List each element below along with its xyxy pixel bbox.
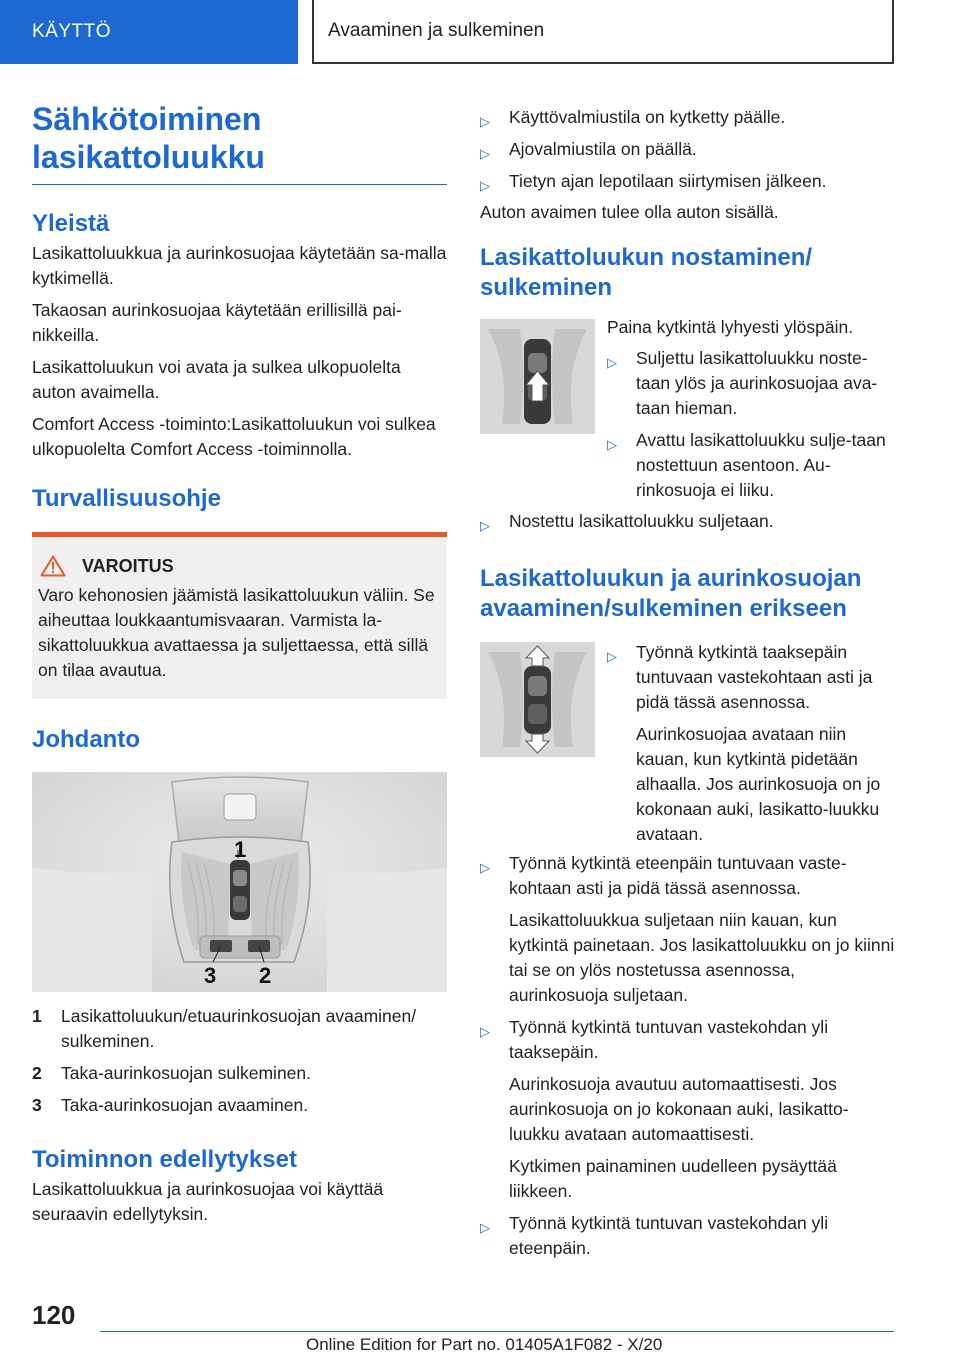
callout-2: 2 bbox=[259, 963, 272, 988]
section-tab bbox=[0, 0, 298, 64]
separate-note: Aurinkosuoja avautuu automaattisesti. Jos aurinkosuoja on jo kokonaan auki, lasikatto-luukku avataan automaattisesti. bbox=[509, 1074, 849, 1144]
callout-3: 3 bbox=[204, 963, 217, 988]
separate-list bbox=[480, 1211, 895, 1261]
general-paragraph: Takaosan aurinkosuojaa käytetään erillisillä pai-nikkeilla. bbox=[32, 300, 402, 345]
warning-header bbox=[38, 555, 441, 577]
general-paragraph: Comfort Access -toiminto:Lasikattoluukun voi sulkea ulkopuolelta Comfort Access -toiminnolla. bbox=[32, 414, 436, 459]
section-label: KÄYTTÖ bbox=[32, 21, 112, 42]
safety-heading: Turvallisuusohje bbox=[32, 485, 221, 512]
separate-item: ▷ Työnnä kytkintä tuntuvan vastekohdan yli eteenpäin. bbox=[480, 1213, 829, 1258]
overhead-console-illustration bbox=[32, 772, 447, 992]
left-column bbox=[32, 100, 447, 1227]
callout-legend bbox=[32, 1004, 447, 1118]
raise-sub-list bbox=[607, 346, 897, 503]
bullet-triangle-icon: ▷ bbox=[480, 860, 490, 875]
bullet-triangle-icon: ▷ bbox=[607, 437, 617, 452]
warning-text: Varo kehonosien jäämistä lasikattoluukun väliin. Se aiheuttaa loukkaantumisvaaran. Varmista la-sikattoluukkua avattaessa ja suljettaessa, että sillä on tilaa avautua. bbox=[38, 585, 435, 680]
raise-instruction: Paina kytkintä lyhyesti ylöspäin. bbox=[607, 317, 854, 337]
warning-label: VAROITUS bbox=[82, 555, 174, 576]
warning-triangle-icon bbox=[40, 555, 66, 577]
separate-list bbox=[480, 1015, 895, 1065]
bullet-triangle-icon: ▷ bbox=[607, 355, 617, 370]
chapter-title: Avaaminen ja sulkeminen bbox=[328, 20, 545, 41]
raise-sub-item: ▷ Avattu lasikattoluukku sulje-taan nostettuun asentoon. Au-rinkosuoja ei liiku. bbox=[607, 430, 886, 500]
switch-updown-illustration bbox=[480, 642, 595, 757]
separate-first-instructions bbox=[607, 640, 897, 847]
requirements-heading: Toiminnon edellytykset bbox=[32, 1146, 297, 1173]
separate-first-block bbox=[480, 640, 895, 844]
separate-list bbox=[480, 851, 895, 901]
page-number: 120 bbox=[32, 1300, 76, 1330]
separate-first-list bbox=[607, 640, 897, 715]
legend-item: 3 Taka-aurinkosuojan avaaminen. bbox=[32, 1095, 309, 1115]
page-title: Sähkötoiminen lasikattoluukku bbox=[32, 100, 447, 185]
legend-item: 1 Lasikattoluukun/etuaurinkosuojan avaaminen/ sulkeminen. bbox=[32, 1006, 417, 1051]
condition-item: ▷ Ajovalmiustila on päällä. bbox=[480, 137, 895, 162]
intro-heading: Johdanto bbox=[32, 726, 140, 753]
general-paragraph: Lasikattoluukun voi avata ja sulkea ulkopuolelta auton avaimella. bbox=[32, 357, 401, 402]
callout-1: 1 bbox=[234, 837, 247, 862]
bullet-triangle-icon: ▷ bbox=[607, 649, 617, 664]
separate-heading: Lasikattoluukun ja aurinkosuojan avaaminen/sulkeminen erikseen bbox=[480, 565, 862, 622]
conditions-list bbox=[480, 105, 895, 194]
separate-note: Aurinkosuojaa avataan niin kauan, kun kytkintä pidetään alhaalla. Jos aurinkosuoja on jo kokonaan auki, lasikatto-luukku avataan. bbox=[636, 724, 881, 844]
footer-divider bbox=[100, 1331, 894, 1332]
condition-item: ▷ Tietyn ajan lepotilaan siirtymisen jälkeen. bbox=[480, 169, 895, 194]
separate-item: ▷ Työnnä kytkintä tuntuvan vastekohdan yli taaksepäin. bbox=[480, 1017, 829, 1062]
raise-block bbox=[480, 315, 895, 505]
separate-note: Lasikattoluukkua suljetaan niin kauan, kun kytkintä painetaan. Jos lasikattoluukku on jo kiinni tai se on ylös nostetussa asennossa, aurinkosuoja suljetaan. bbox=[509, 910, 895, 1005]
general-paragraph: Lasikattoluukkua ja aurinkosuojaa käytetään sa-malla kytkimellä. bbox=[32, 243, 447, 288]
raise-sub-item: ▷ Suljettu lasikattoluukku noste-taan ylös ja aurinkosuojaa ava-taan hieman. bbox=[607, 348, 878, 418]
switch-up-illustration bbox=[480, 319, 595, 434]
separate-item: ▷ Työnnä kytkintä taaksepäin tuntuvaan vastekohtaan asti ja pidä tässä asennossa. bbox=[607, 642, 873, 712]
legend-item: 2 Taka-aurinkosuojan sulkeminen. bbox=[32, 1063, 311, 1083]
raise-instructions bbox=[607, 315, 897, 503]
warning-box bbox=[32, 532, 447, 699]
bullet-triangle-icon: ▷ bbox=[480, 114, 490, 129]
key-note: Auton avaimen tulee olla auton sisällä. bbox=[480, 202, 779, 222]
separate-item: ▷ Työnnä kytkintä eteenpäin tuntuvaan vaste-kohtaan asti ja pidä tässä asennossa. bbox=[480, 853, 847, 898]
chapter-header bbox=[312, 0, 894, 64]
bullet-triangle-icon: ▷ bbox=[480, 1220, 490, 1235]
raise-list bbox=[480, 509, 895, 534]
edition-text: Online Edition for Part no. 01405A1F082 - X/20 bbox=[306, 1335, 663, 1354]
general-heading: Yleistä bbox=[32, 210, 110, 237]
separate-note: Kytkimen painaminen uudelleen pysäyttää liikkeen. bbox=[509, 1156, 837, 1201]
bullet-triangle-icon: ▷ bbox=[480, 146, 490, 161]
raise-item: ▷ Nostettu lasikattoluukku suljetaan. bbox=[480, 509, 895, 534]
bullet-triangle-icon: ▷ bbox=[480, 518, 490, 533]
requirements-text: Lasikattoluukkua ja aurinkosuojaa voi käyttää seuraavin edellytyksin. bbox=[32, 1179, 384, 1224]
right-column bbox=[480, 100, 895, 1261]
overhead-console-figure bbox=[32, 772, 447, 992]
bullet-triangle-icon: ▷ bbox=[480, 1024, 490, 1039]
raise-heading: Lasikattoluukun nostaminen/ sulkeminen bbox=[480, 244, 813, 301]
bullet-triangle-icon: ▷ bbox=[480, 178, 490, 193]
condition-item: ▷ Käyttövalmiustila on kytketty päälle. bbox=[480, 105, 895, 130]
